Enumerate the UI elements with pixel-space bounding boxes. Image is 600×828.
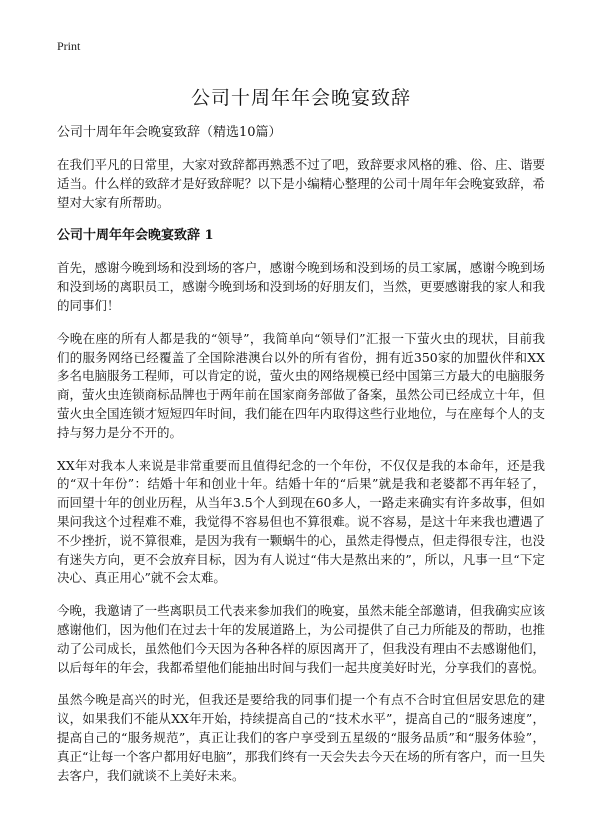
body-paragraph-company-status: 今晚在座的所有人都是我的“领导”，我简单向“领导们”汇报一下萤火虫的现状，目前我们的服务网络已经覆盖了全国除港澳台以外的所有省份，拥有近350家的加盟伙伴和XX多名电脑服务工程师，可以肯定的说，萤火虫的网络规模已经中国第三方最大的电脑服务商，萤火虫连锁商标品牌也于两年前在国家商务部做了备案，虽然公司已经成立十年，但萤火虫全国连锁才短短四年时间，我们能在四年内取得这些行业地位，与在座每个人的支持与努力是分不开的。 <box>57 330 545 440</box>
intro-paragraph: 在我们平凡的日常里，大家对致辞都再熟悉不过了吧，致辞要求风格的雅、俗、庄、谐要适当。什么样的致辞才是好致辞呢？以下是小编精心整理的公司十周年年会晚宴致辞，希望对大家有所帮助。 <box>57 157 545 210</box>
body-paragraph-former-staff: 今晚，我邀请了一些离职员工代表来参加我们的晚宴，虽然未能全部邀请，但我确实应该感谢他们，因为他们在过去十年的发展道路上，为公司提供了自己力所能及的帮助，也推动了公司成长，虽然他们今天因为各种各样的原因离开了，但我没有理由不去感谢他们，以后每年的年会，我都希望他们能抽出时间与我们一起共度美好时光，分享我们的喜悦。 <box>57 603 545 675</box>
document-subtitle: 公司十周年年会晚宴致辞（精选10篇） <box>57 125 282 140</box>
section-heading: 公司十周年年会晚宴致辞 1 <box>57 228 214 244</box>
print-link[interactable]: Print <box>57 39 81 53</box>
page-title: 公司十周年年会晚宴致辞 <box>190 87 411 109</box>
body-paragraph-advice: 虽然今晚是高兴的时光，但我还是要给我的同事们提一个有点不合时宜但居安思危的建议，如果我们不能从XX年开始，持续提高自己的“技术水平”，提高自己的“服务速度”，提高自己的“服务规范”，真正让我们的客户享受到五星级的“服务品质”和“服务体验”，真正“让每一个客户都用好电脑”，那我们终有一天会失去今天在场的所有客户，而一旦失去客户，我们就谈不上美好未来。 <box>57 692 545 783</box>
body-paragraph-ten-years: XX年对我本人来说是非常重要而且值得纪念的一个年份，不仅仅是我的本命年，还是我的“双十年份”：结婚十年和创业十年。结婚十年的“后果”就是我和老婆都不再年轻了，而回望十年的创业历程，从当年3.5个人到现在60多人，一路走来确实有许多故事，但如果问我这个过程难不难，我觉得不容易但也不算很难。说不容易，是这十年来我也遭遇了不少挫折，说不算很难，是因为我有一颗蜗牛的心，虽然走得慢点，但走得很专注，也没有迷失方向，更不会放弃目标，因为有人说过“伟大是熬出来的”，所以，凡事一旦“下定决心、真正用心”就不会太难。 <box>57 457 545 586</box>
body-paragraph-thanks: 首先，感谢今晚到场和没到场的客户，感谢今晚到场和没到场的员工家属，感谢今晚到场和没到场的离职员工，感谢今晚到场和没到场的好朋友们，当然，更要感谢我的家人和我的同事们！ <box>57 260 545 313</box>
